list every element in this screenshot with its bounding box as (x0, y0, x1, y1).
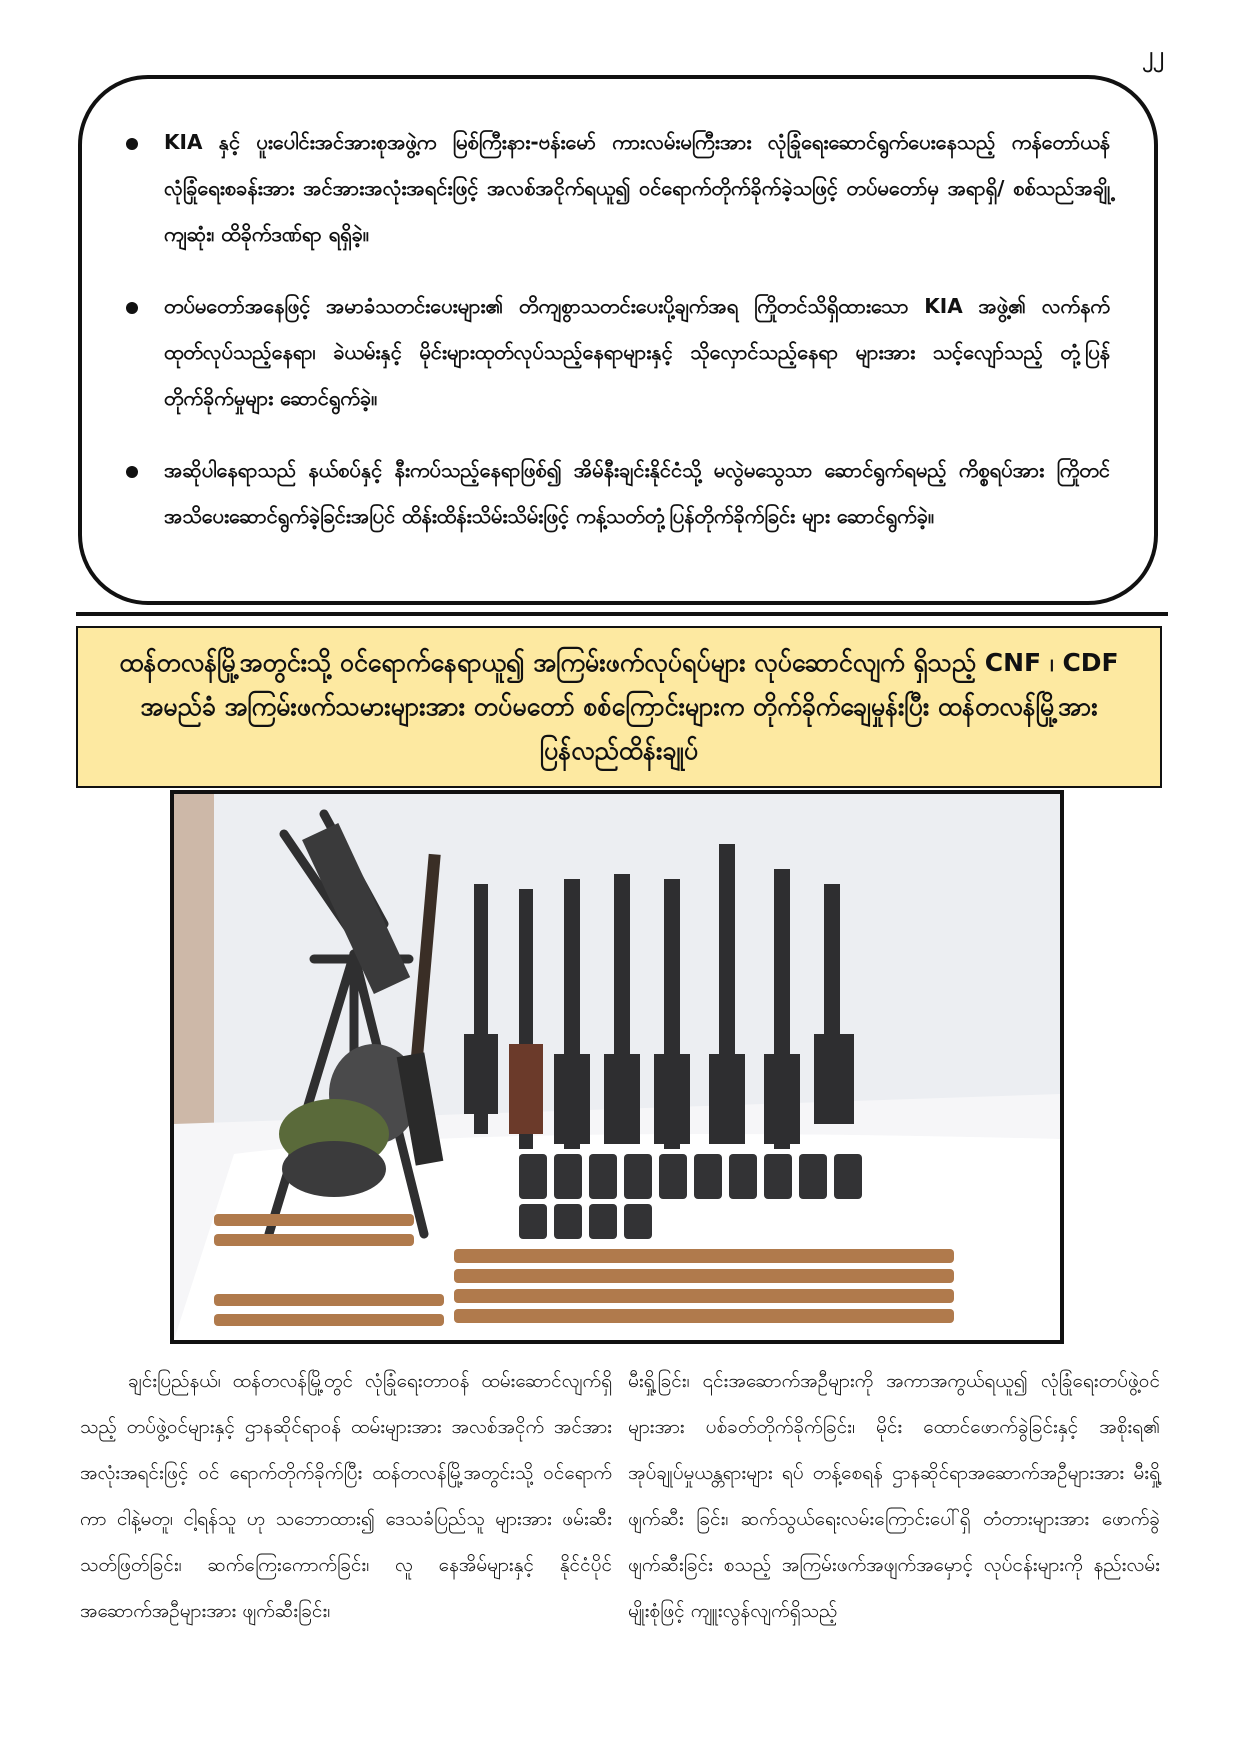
headline-box (76, 626, 1162, 788)
bullet-text: အဆိုပါနေရာသည် နယ်စပ်နှင့် နီးကပ်သည့်နေရာဖြစ်၍ အိမ်နီးချင်းနိုင်ငံသို့ မလွဲမသွေသာ ဆောင်ရွက်ရမည့် ကိစ္စရပ်အား ကြိုတင်အသိပေးဆောင်ရွက်ခဲ့ခြင်းအပြင် ထိန်းထိန်းသိမ်းသိမ်းဖြင့် ကန့်သတ်တုံ့ပြန်တိုက်ခိုက်ခြင်း များ ဆောင်ရွက်ခဲ့။ (164, 458, 1110, 528)
weapons-illustration (174, 794, 1060, 1340)
bullet-icon (126, 466, 138, 478)
body-column-left: ချင်းပြည်နယ်၊ ထန်တလန်မြို့တွင် လုံခြုံရေးတာဝန် ထမ်းဆောင်လျက်ရှိသည့် တပ်ဖွဲ့ဝင်များနှင့် ဌာနဆိုင်ရာဝန် ထမ်းများအား အလစ်အငိုက် အင်အားအလုံးအရင်းဖြင့် ဝင် ရောက်တိုက်ခိုက်ပြီး ထန်တလန်မြို့အတွင်းသို့ ဝင်ရောက် ကာ ငါနဲ့မတူ၊ ငါ့ရန်သူ ဟု သဘောထား၍ ဒေသခံပြည်သူ များအား ဖမ်းဆီးသတ်ဖြတ်ခြင်း၊ ဆက်ကြေးကောက်ခြင်း၊ လူ နေအိမ်များနှင့် နိုင်ငံပိုင်အဆောက်အဦများအား ဖျက်ဆီးခြင်း၊ (80, 1370, 612, 1622)
body-column-right: မီးရှို့ခြင်း၊ ၎င်းအဆောက်အဦများကို အကာအကွယ်ရယူ၍ လုံခြုံရေးတပ်ဖွဲ့ဝင်များအား ပစ်ခတ်တိုက်ခိုက်ခြင်း၊ မိုင်း ထောင်ဖောက်ခွဲခြင်းနှင့် အစိုးရ၏ အုပ်ချုပ်မှုယန္တရားများ ရပ် တန့်စေရန် ဌာနဆိုင်ရာအဆောက်အဦများအား မီးရှို့ဖျက်ဆီး ခြင်း၊ ဆက်သွယ်ရေးလမ်းကြောင်းပေါ်ရှိ တံတားများအား ဖောက်ခွဲဖျက်ဆီးခြင်း စသည့် အကြမ်းဖက်အဖျက်အမှောင့် လုပ်ငန်းများကို နည်းလမ်းမျိုးစုံဖြင့် ကျူးလွန်လျက်ရှိသည့် (628, 1370, 1160, 1622)
page-number: ၂၂ (1142, 43, 1164, 68)
bullet-icon (126, 138, 138, 150)
summary-box (78, 75, 1158, 605)
bullet-item (126, 447, 1110, 539)
bullet-icon (126, 302, 138, 314)
section-divider (76, 612, 1168, 616)
bullet-text: တပ်မတော်အနေဖြင့် အမာခံသတင်းပေးများ၏ တိကျစွာသတင်းပေးပို့ချက်အရ ကြိုတင်သိရှိထားသော KIA အဖွဲ့၏ လက်နက်ထုတ်လုပ်သည့်နေရာ၊ ခဲယမ်းနှင့် မိုင်းများထုတ်လုပ်သည့်နေရာများနှင့် သိုလှောင်သည့်နေရာ များအား သင့်လျော်သည့် တုံ့ပြန်တိုက်ခိုက်မှုများ ဆောင်ရွက်ခဲ့။ (164, 294, 1110, 410)
bullet-text: KIA နှင့် ပူးပေါင်းအင်အားစုအဖွဲ့က မြစ်ကြီးနား-ဗန်းမော် ကားလမ်းမကြီးအား လုံခြုံရေးဆောင်ရွက်ပေးနေသည့် ကန်တော်ယန်လုံခြုံရေးစခန်းအား အင်အားအလုံးအရင်းဖြင့် အလစ်အငိုက်ရယူ၍ ဝင်ရောက်တိုက်ခိုက်ခဲ့သဖြင့် တပ်မတော်မှ အရာရှိ/ စစ်သည်အချို့ ကျဆုံး၊ ထိခိုက်ဒဏ်ရာ ရရှိခဲ့။ (164, 130, 1110, 246)
bullet-item (126, 119, 1110, 257)
headline: ထန်တလန်မြို့အတွင်းသို့ ဝင်ရောက်နေရာယူ၍ အကြမ်းဖက်လုပ်ရပ်များ လုပ်ဆောင်လျက် ရှိသည့် CNF ၊ CDF အမည်ခံ အကြမ်းဖက်သမားများအား တပ်မတော် စစ်ကြောင်းများက တိုက်ခိုက်ချေမှုန်းပြီး ထန်တလန်မြို့အား ပြန်လည်ထိန်းချုပ် (119, 648, 1119, 765)
seized-weapons-photo (170, 790, 1064, 1344)
bullet-item (126, 283, 1110, 421)
